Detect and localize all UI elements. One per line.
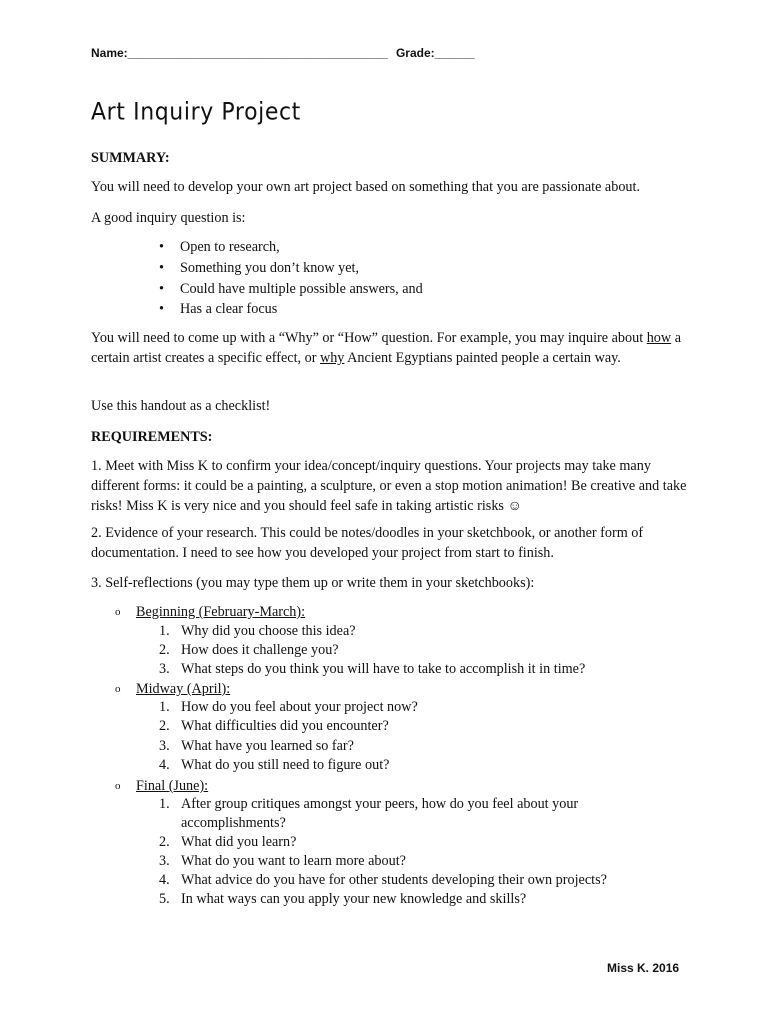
list-number: 3. xyxy=(159,853,170,869)
why-how-text: a certain artist creates a specific effect, or xyxy=(91,330,681,366)
list-number: 4. xyxy=(159,757,170,773)
list-item-text: Could have multiple possible answers, and xyxy=(180,281,423,297)
list-number: 1. xyxy=(159,699,170,715)
question-text: After group critiques amongst your peers, how do you feel about your accomplishments? xyxy=(181,796,579,831)
checklist-note: Use this handout as a checklist! xyxy=(91,398,271,414)
circle-bullet-icon: o xyxy=(115,683,121,695)
footer-credit: Miss K. 2016 xyxy=(607,961,680,975)
question-text: What steps do you think you will have to take to accomplish it in time? xyxy=(181,661,586,677)
why-emphasis: why xyxy=(319,350,345,366)
bullet-icon: • xyxy=(159,239,164,255)
list-number: 4. xyxy=(159,872,170,888)
inquiry-question-lead: A good inquiry question is: xyxy=(91,210,246,226)
grade-field-label: Grade:______ xyxy=(395,46,475,60)
question-text: How does it challenge you? xyxy=(181,642,339,658)
question-text: What have you learned so far? xyxy=(181,738,354,754)
list-number: 1. xyxy=(159,796,170,812)
question-text: What did you learn? xyxy=(181,834,297,850)
list-number: 2. xyxy=(159,834,170,850)
how-emphasis: how xyxy=(646,330,672,346)
list-number: 3. xyxy=(159,661,170,677)
list-item-text: Something you don’t know yet, xyxy=(180,260,360,276)
stage-label: Final (June): xyxy=(136,778,209,794)
circle-bullet-icon: o xyxy=(115,780,121,792)
why-how-text: Ancient Egyptians painted people a certain way. xyxy=(344,350,621,366)
why-how-paragraph xyxy=(91,328,691,368)
requirement-item-1: 1. Meet with Miss K to confirm your idea/concept/inquiry questions. Your projects may take many different forms: it could be a painting, a sculpture, or even a stop motion animation! Be creative and take risks! Miss K is very nice and you should feel safe in taking artistic risks ☺ xyxy=(91,458,687,514)
list-item-text: Has a clear focus xyxy=(180,301,278,317)
bullet-icon: • xyxy=(159,301,164,317)
circle-bullet-icon: o xyxy=(115,606,121,618)
list-number: 5. xyxy=(159,891,170,907)
question-text: In what ways can you apply your new knowledge and skills? xyxy=(181,891,527,907)
list-number: 3. xyxy=(159,738,170,754)
bullet-icon: • xyxy=(159,281,164,297)
list-number: 2. xyxy=(159,718,170,734)
stage-label: Beginning (February-March): xyxy=(136,604,306,620)
header-line xyxy=(91,46,475,60)
name-field-label: Name:_______________________________________ xyxy=(91,46,388,60)
page-title: Art Inquiry Project xyxy=(91,99,301,126)
requirement-item-2: 2. Evidence of your research. This could be notes/doodles in your sketchbook, or another form of documentation. I need to see how you developed your project from start to finish. xyxy=(91,525,644,561)
list-number: 2. xyxy=(159,642,170,658)
stage-label: Midway (April): xyxy=(136,681,231,697)
question-text: What advice do you have for other students developing their own projects? xyxy=(181,872,607,888)
question-text: What difficulties did you encounter? xyxy=(181,718,389,734)
summary-heading: SUMMARY: xyxy=(91,150,170,166)
list-number: 1. xyxy=(159,623,170,639)
question-text: What do you want to learn more about? xyxy=(181,853,406,869)
requirements-heading: REQUIREMENTS: xyxy=(91,429,213,445)
requirement-item-3: 3. Self-reflections (you may type them up or write them in your sketchbooks): xyxy=(91,575,535,591)
question-text: How do you feel about your project now? xyxy=(181,699,418,715)
question-text: What do you still need to figure out? xyxy=(181,757,390,773)
why-how-text: You will need to come up with a “Why” or “How” question. For example, you may inquire about xyxy=(91,330,647,346)
summary-intro: You will need to develop your own art project based on something that you are passionate about. xyxy=(91,179,640,195)
bullet-icon: • xyxy=(159,260,164,276)
question-text: Why did you choose this idea? xyxy=(181,623,356,639)
list-item-text: Open to research, xyxy=(180,239,280,255)
